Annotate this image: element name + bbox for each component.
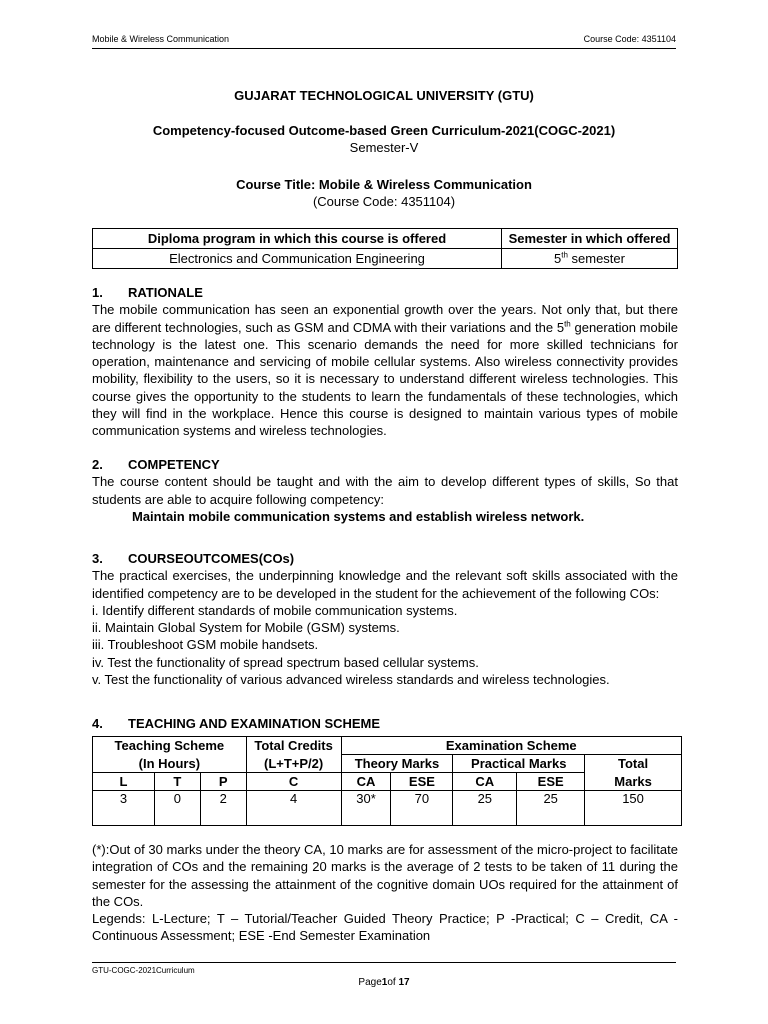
value-practical-ca: 25 <box>453 791 517 826</box>
program-name: Electronics and Communication Engineering <box>93 249 502 269</box>
rationale-heading <box>92 284 678 301</box>
university-title: GUJARAT TECHNOLOGICAL UNIVERSITY (GTU) <box>234 88 534 103</box>
section-number: 3. <box>92 551 103 566</box>
value-l: 3 <box>93 791 155 826</box>
program-header: Diploma program in which this course is offered <box>93 229 502 249</box>
scheme-table <box>92 736 682 826</box>
competency-text: The course content should be taught and with the aim to develop different types of skills, So that students are able to acquire following competency: <box>92 474 678 507</box>
section-number: 4. <box>92 716 103 731</box>
in-hours-label: (In Hours) <box>93 755 247 773</box>
value-c: 4 <box>246 791 341 826</box>
semester-offered <box>502 249 678 269</box>
teaching-scheme-header: Teaching Scheme <box>93 737 247 755</box>
outcome-item: iv. Test the functionality of spread spectrum based cellular systems. <box>92 654 479 670</box>
marks-header: Marks <box>585 773 682 791</box>
semester-suffix: th <box>561 250 568 260</box>
value-t: 0 <box>154 791 200 826</box>
col-practical-ese: ESE <box>517 773 585 791</box>
page-header <box>92 34 676 44</box>
total-credits-header: Total Credits <box>246 737 341 755</box>
outcome-item: iii. Troubleshoot GSM mobile handsets. <box>92 637 319 653</box>
rationale-text-part1: The mobile communication has seen an exponential growth over the years. Not only that, but there are different technologies, such as GSM and CDMA with their variations and the 5 <box>92 302 678 335</box>
page-word: Page <box>358 977 382 988</box>
col-c: C <box>246 773 341 791</box>
col-t: T <box>154 773 200 791</box>
col-p: P <box>200 773 246 791</box>
rationale-section <box>92 284 678 440</box>
value-theory-ca: 30* <box>341 791 391 826</box>
course-code: (Course Code: 4351104) <box>312 194 456 209</box>
legends-note: Legends: L-Lecture; T – Tutorial/Teacher Guided Theory Practice; P -Practical; C – Credit, CA -Continuous Assessment; ESE -End Semester Examination <box>92 911 678 944</box>
page-number <box>0 977 768 988</box>
theory-marks-header: Theory Marks <box>341 755 453 773</box>
table-row <box>93 773 682 791</box>
header-divider <box>92 48 676 49</box>
semester-header: Semester in which offered <box>502 229 678 249</box>
section-title: TEACHING AND EXAMINATION SCHEME <box>128 716 381 731</box>
competency-section <box>92 456 678 525</box>
value-theory-ese: 70 <box>391 791 453 826</box>
section-number: 1. <box>92 285 103 300</box>
outcomes-section <box>92 550 678 688</box>
outcomes-intro: The practical exercises, the underpinning knowledge and the relevant soft skills associated with the identified competency are to be developed in the student for the achievement of the following COs: <box>92 568 678 601</box>
col-theory-ca: CA <box>341 773 391 791</box>
rationale-text-part2: generation mobile technology is the latest one. This scenario demands the need for more skilled technicians for operation, maintenance and servicing of mobile cellular systems. Also wireless connectivity provides mobility, flexibility to the users, so it is necessary to understand different wireless technologies. This course gives the opportunity to the students to learn the fundamentals of these technologies, which they will find in the workplace. Hence this course is designed to maintain various types of mobile communication systems and wireless technologies. <box>92 319 678 439</box>
section-title: COMPETENCY <box>128 457 220 472</box>
star-note: (*):Out of 30 marks under the theory CA, 10 marks are for assessment of the micro-project to facilitate integration of COs and the remaining 20 marks is the average of 2 tests to be taken of 11 during the semester for the assessing the attainment of the cognitive domain UOs required for the attainment of the COs. <box>92 842 678 909</box>
page-total: 17 <box>398 977 410 988</box>
scheme-section <box>92 715 678 732</box>
competency-statement: Maintain mobile communication systems and establish wireless network. <box>132 508 585 524</box>
total-header: Total <box>585 755 682 773</box>
header-course-name: Mobile & Wireless Communication <box>92 34 230 44</box>
semester-label: Semester-V <box>349 140 419 155</box>
table-row <box>93 229 678 249</box>
col-practical-ca: CA <box>453 773 517 791</box>
rationale-text <box>92 301 678 439</box>
outcome-item: i. Identify different standards of mobile communication systems. <box>92 602 458 618</box>
col-l: L <box>93 773 155 791</box>
value-practical-ese: 25 <box>517 791 585 826</box>
semester-word: semester <box>567 251 625 266</box>
notes-section <box>92 841 678 945</box>
scheme-heading <box>92 715 678 732</box>
table-row <box>93 249 678 269</box>
table-row <box>93 755 682 773</box>
page-current: 1 <box>381 977 388 988</box>
section-title: COURSEOUTCOMES(COs) <box>128 551 295 566</box>
table-row <box>93 737 682 755</box>
program-table <box>92 228 678 269</box>
header-course-code: Course Code: 4351104 <box>583 34 676 44</box>
competency-heading <box>92 456 678 473</box>
outcome-item: v. Test the functionality of various advanced wireless standards and wireless technologies. <box>92 672 610 688</box>
value-p: 2 <box>200 791 246 826</box>
credit-formula: (L+T+P/2) <box>246 755 341 773</box>
footer-curriculum: GTU-COGC-2021Curriculum <box>92 966 195 975</box>
table-row <box>93 791 682 826</box>
rationale-sup: th <box>564 319 571 329</box>
section-title: RATIONALE <box>128 285 203 300</box>
semester-number: 5 <box>554 251 562 266</box>
page-of: of <box>387 977 399 988</box>
course-title: Course Title: Mobile & Wireless Communication <box>236 177 532 192</box>
value-total: 150 <box>585 791 682 826</box>
outcome-item: ii. Maintain Global System for Mobile (GSM) systems. <box>92 620 400 636</box>
outcomes-heading <box>92 550 678 567</box>
col-theory-ese: ESE <box>391 773 453 791</box>
section-number: 2. <box>92 457 103 472</box>
practical-marks-header: Practical Marks <box>453 755 585 773</box>
footer-divider <box>92 962 676 963</box>
exam-scheme-header: Examination Scheme <box>341 737 681 755</box>
curriculum-title: Competency-focused Outcome-based Green Curriculum-2021(COGC-2021) <box>152 123 616 138</box>
